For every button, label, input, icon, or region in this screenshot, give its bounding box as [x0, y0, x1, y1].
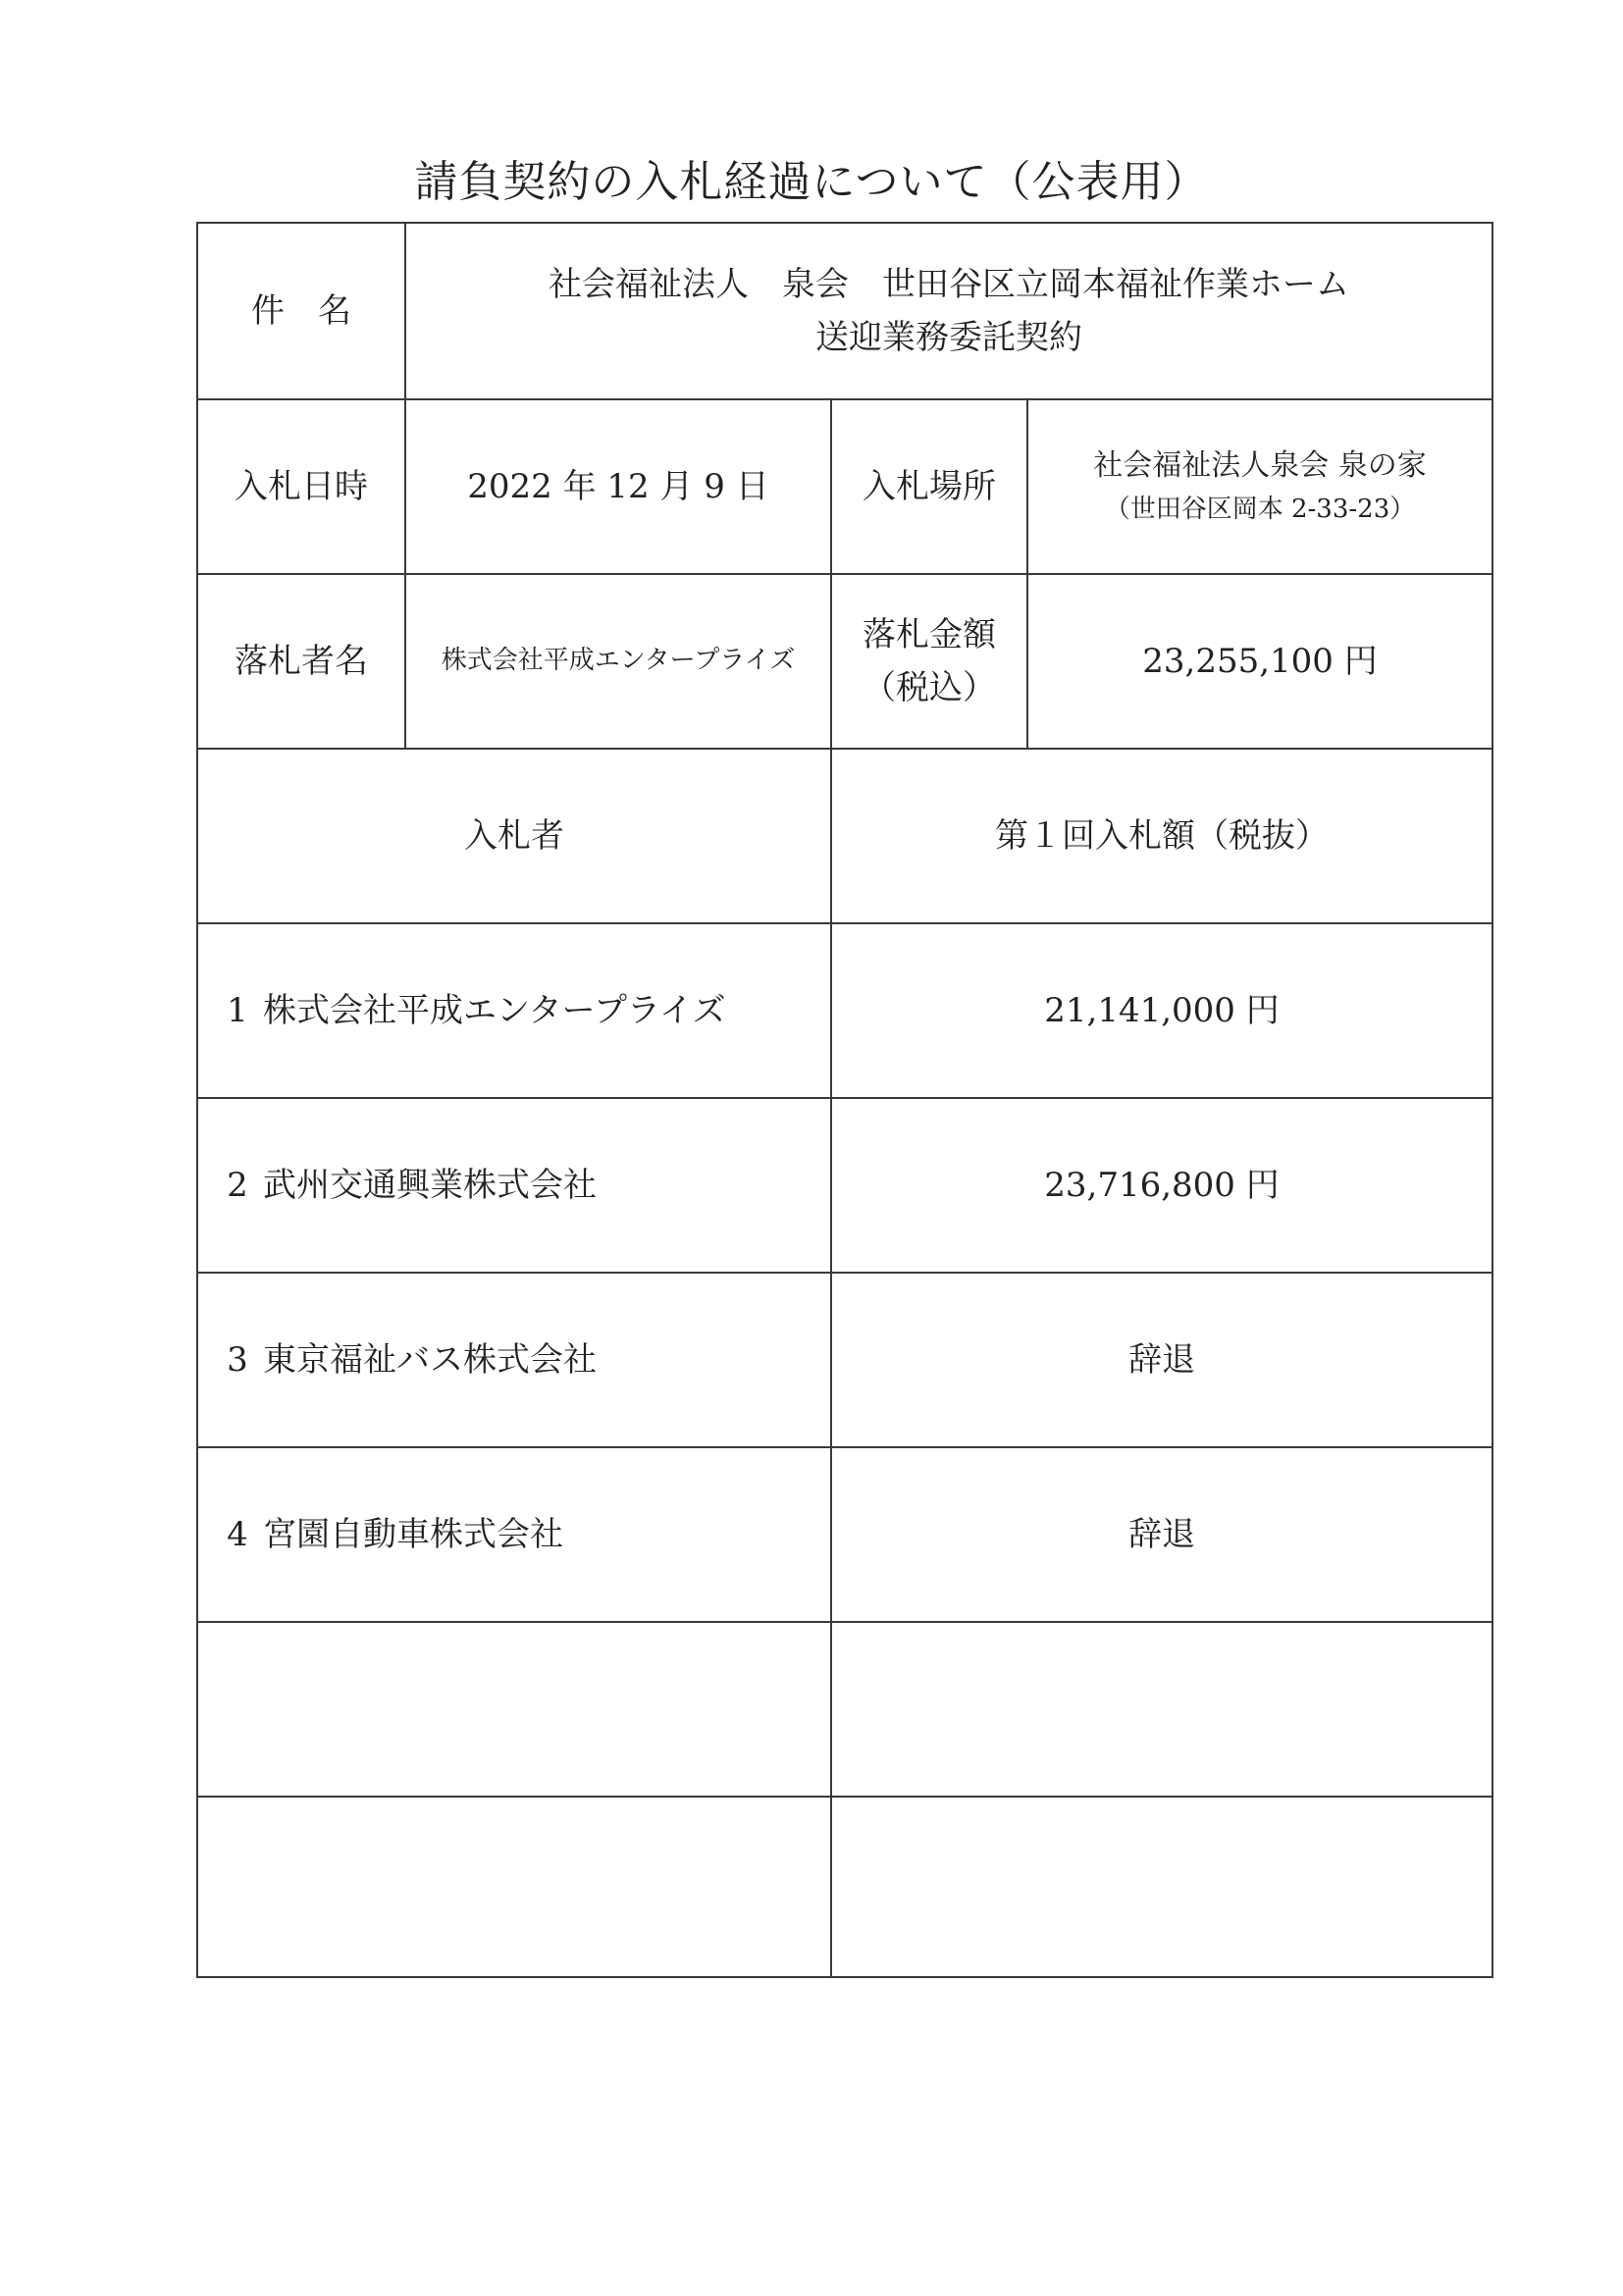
bidder-name: 東京福祉バス株式会社: [263, 1339, 597, 1380]
table-row-bidder-name: [198, 1448, 830, 1621]
bidder-name: 宮園自動車株式会社: [263, 1514, 563, 1554]
bidder-amount: 辞退: [1128, 1339, 1195, 1380]
bidder-amount: 21,141,000 円: [1044, 990, 1280, 1030]
bid-date-label: 入札日時: [235, 466, 368, 506]
subject-line-1: 社会福祉法人 泉会 世田谷区立岡本福祉作業ホーム: [549, 264, 1349, 304]
bidder-number: 4: [227, 1514, 248, 1554]
table-row-bidder-name: [198, 1099, 830, 1272]
bidder-amount: 23,716,800 円: [1044, 1165, 1280, 1205]
bid-place-label: 入札場所: [863, 466, 996, 506]
round1-amount-column-header: 第１回入札額（税抜）: [995, 815, 1329, 856]
empty-cell: [832, 1798, 1492, 1976]
subject-label: 件 名: [251, 290, 351, 331]
page-title: 請負契約の入札経過について（公表用）: [414, 157, 1209, 207]
empty-cell: [832, 1623, 1492, 1796]
table-row-bidder-name: [198, 924, 830, 1097]
bid-result-table: [196, 222, 1493, 1978]
winner-label: 落札者名: [235, 641, 368, 681]
empty-cell: [198, 1623, 830, 1796]
bid-place-line-2: （世田谷区岡本 2-33-23）: [1104, 495, 1416, 525]
bidder-amount: 辞退: [1128, 1514, 1195, 1554]
subject-line-2: 送迎業務委託契約: [815, 318, 1082, 357]
bid-place-value: [1028, 400, 1492, 573]
empty-cell: [198, 1798, 830, 1976]
winning-amount-label-line-2: （税込）: [863, 668, 996, 707]
winning-amount-label-line-1: 落札金額: [863, 614, 996, 654]
table-row-bidder-name: [198, 1274, 830, 1446]
bidder-number: 2: [227, 1165, 248, 1205]
bidder-number: 3: [227, 1339, 248, 1380]
bid-place-line-1: 社会福祉法人泉会 泉の家: [1093, 448, 1427, 484]
winning-amount-label: [832, 575, 1026, 748]
bidder-name: 武州交通興業株式会社: [263, 1165, 597, 1205]
winner-value: 株式会社平成エンタープライズ: [441, 646, 796, 676]
bidder-number: 1: [227, 990, 248, 1030]
winning-amount-value: 23,255,100 円: [1142, 641, 1378, 681]
subject-value: [406, 224, 1492, 398]
bid-date-value: 2022 年 12 月 9 日: [467, 466, 769, 506]
bidder-column-header: 入札者: [464, 815, 564, 856]
bidder-name: 株式会社平成エンタープライズ: [263, 990, 726, 1030]
